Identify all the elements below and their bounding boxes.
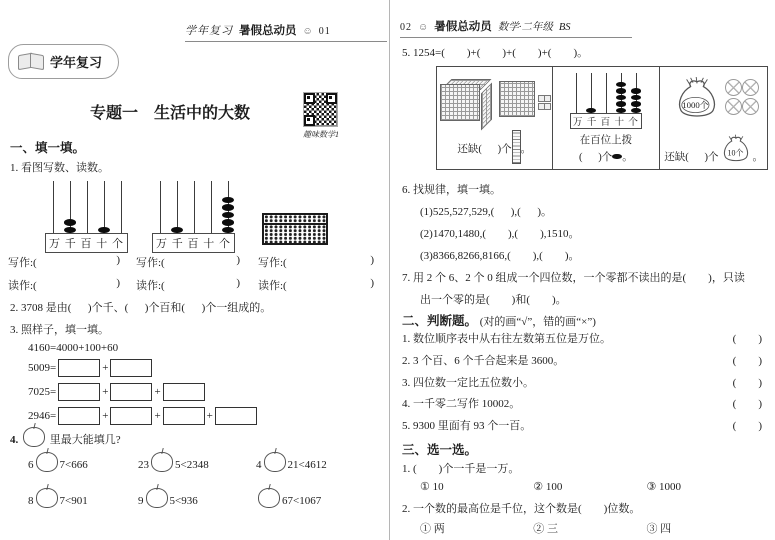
- abacus-rod: [219, 181, 236, 233]
- answer-blank[interactable]: ( ): [732, 376, 762, 389]
- bags-figure: [671, 73, 757, 121]
- abacus-rod: [61, 181, 78, 233]
- blocks-figure: [440, 73, 549, 121]
- q3-example: 4160=4000+100+60: [28, 342, 119, 354]
- equation-label: 5009=: [28, 362, 57, 374]
- q6-text: 6. 找规律，填一填。: [402, 184, 501, 196]
- panel2-caption-text: ( )个: [579, 152, 613, 163]
- inequality-item: [256, 452, 327, 472]
- apple-blank[interactable]: [36, 488, 58, 508]
- page-number: 02: [400, 22, 412, 33]
- inequality-item: [28, 488, 138, 508]
- fill-box[interactable]: [215, 407, 257, 425]
- judge-list: [402, 330, 762, 439]
- judge-text: 5. 9300 里面有 93 个一百。: [402, 420, 532, 433]
- mascot-face-icon: ☺: [302, 26, 313, 37]
- q5-panel-box: [436, 66, 768, 170]
- plus-sign: +: [102, 386, 109, 398]
- abacus-rod: [95, 181, 112, 233]
- abacus-rod: [44, 181, 61, 233]
- write-row: [8, 254, 382, 270]
- judge-item: [402, 417, 762, 439]
- inequality-item: [256, 488, 321, 508]
- abacus-1054: [568, 73, 643, 129]
- fill-box[interactable]: [163, 407, 205, 425]
- abacus-rod: [185, 181, 202, 233]
- abacus-rod: [202, 181, 219, 233]
- inequality-post: 5<2348: [175, 459, 209, 471]
- page-number: 01: [318, 26, 331, 37]
- page-title: 专题一 生活中的大数: [89, 105, 250, 122]
- header-brand: 暑假总动员: [239, 25, 297, 37]
- header-edition: BS: [558, 22, 571, 33]
- fill-box[interactable]: [58, 383, 100, 401]
- equation-label: 2946=: [28, 410, 57, 422]
- close-paren: ): [370, 254, 374, 266]
- abacus-rod: [112, 181, 129, 233]
- close-paren: ): [116, 277, 120, 289]
- judge-text: 3. 四位数一定比五位数小。: [402, 376, 534, 389]
- abacus-rod: [613, 73, 628, 113]
- q6-item-2: (2)1470,1480,( ),( ),1510。: [420, 228, 580, 240]
- q2-text: 2. 3708 是由( )个千、( )个百和( )个一组成的。: [10, 302, 272, 314]
- header-brand: 暑假总动员: [434, 21, 492, 33]
- inequality-item: [138, 452, 256, 472]
- period: 。: [622, 152, 633, 163]
- apple-blank[interactable]: [146, 488, 168, 508]
- write-label: 写作:(: [8, 257, 37, 269]
- bag-10-icon: [719, 132, 753, 164]
- fill-box[interactable]: [58, 359, 100, 377]
- panel2-caption-line2: [579, 149, 633, 164]
- q4-text-line: [10, 427, 121, 447]
- answer-blank[interactable]: ( ): [732, 333, 762, 345]
- option-1[interactable]: ① 两: [420, 523, 445, 535]
- section-1-heading: 一、填一填。: [10, 141, 86, 155]
- inequality-post: 21<4612: [287, 459, 327, 471]
- plus-sign: +: [102, 410, 109, 422]
- place-value-labels: 万 千 百 十 个: [45, 233, 128, 253]
- panel3-caption: [664, 132, 763, 164]
- read-label: 读作:(: [258, 280, 287, 292]
- choice-2-options: [420, 520, 760, 540]
- inequality-post: 67<1067: [282, 495, 322, 507]
- close-paren: ): [370, 277, 374, 289]
- right-page: [389, 0, 775, 540]
- apple-blank[interactable]: [36, 452, 58, 472]
- abacus-rod: [151, 181, 168, 233]
- panel1-caption: [457, 130, 531, 164]
- mascot-face-icon: ☺: [418, 22, 429, 33]
- q6-item-1: (1)525,527,529,( ),( )。: [420, 206, 552, 218]
- abacus-rods: [568, 73, 643, 113]
- panel3-caption-text: 还缺( )个: [664, 152, 719, 163]
- bag-1000-icon: [671, 73, 723, 121]
- q6-item-3: (3)8366,8266,8166,( ),( )。: [420, 250, 580, 262]
- abacus-2010: [44, 181, 129, 253]
- plus-sign: +: [154, 386, 161, 398]
- left-page-header: [185, 22, 387, 42]
- bag-1000-label: 1000个: [681, 100, 709, 111]
- inequality-pre: 9: [138, 495, 144, 507]
- judge-item: [402, 374, 762, 396]
- q3-row-2946: [28, 407, 257, 425]
- ten-rod-icon: [512, 130, 521, 164]
- judge-text: 2. 3 个百、6 个千合起来是 3600。: [402, 354, 565, 367]
- apple-blank[interactable]: [258, 488, 280, 508]
- plus-sign: +: [206, 410, 213, 422]
- judge-text: 4. 一千零二写作 10002。: [402, 398, 521, 411]
- choice-1-text: 1. ( )个一千是一万。: [402, 463, 520, 475]
- inequality-post: 5<936: [169, 495, 198, 507]
- judge-item: [402, 352, 762, 374]
- section-2-heading-line: [402, 311, 596, 329]
- q4-number: 4.: [10, 434, 19, 446]
- abacus-rod: [568, 73, 583, 113]
- abacus-rod: [168, 181, 185, 233]
- section-2-note: (对的画“√”，错的画“×”): [479, 316, 596, 328]
- read-label: 读作:(: [136, 280, 165, 292]
- q7-line2: 出一个零的是( )和( )。: [420, 294, 567, 306]
- option-3[interactable]: ③ 1000: [646, 481, 682, 493]
- q4-text: 里最大能填几?: [49, 434, 121, 446]
- q4-row-1: [28, 452, 378, 472]
- fill-box[interactable]: [110, 383, 152, 401]
- q5-text: 5. 1254=( )+( )+( )+( )。: [402, 47, 589, 59]
- period: 。: [520, 144, 532, 155]
- header-subject: 数学·二年级: [497, 22, 553, 33]
- equation-label: 7025=: [28, 386, 57, 398]
- fill-box[interactable]: [110, 407, 152, 425]
- fill-box[interactable]: [110, 359, 152, 377]
- plus-sign: +: [154, 410, 161, 422]
- abacus-rod: [78, 181, 95, 233]
- read-label: 读作:(: [8, 280, 37, 292]
- apple-icon: [23, 427, 45, 447]
- balls-icon: [725, 79, 757, 115]
- option-2[interactable]: ② 三: [533, 523, 558, 535]
- abacus-rod: [628, 73, 643, 113]
- write-label: 写作:(: [258, 257, 287, 269]
- inequality-post: 7<666: [59, 459, 88, 471]
- inequality-item: [138, 488, 256, 508]
- qr-block: [303, 92, 339, 140]
- option-2[interactable]: ② 100: [533, 481, 563, 493]
- abacus-rods: [151, 181, 236, 233]
- hundred-flat-icon: [499, 81, 535, 117]
- panel-abacus: [553, 67, 661, 169]
- thousand-cube-icon: [440, 73, 496, 121]
- panel2-caption-line1: 在百位上拨: [579, 134, 633, 146]
- place-value-labels: 万 千 百 十 个: [152, 233, 235, 253]
- panel-money-bags: [660, 67, 767, 169]
- fill-box[interactable]: [58, 407, 100, 425]
- inequality-post: 7<901: [59, 495, 88, 507]
- inequality-pre: 23: [138, 459, 149, 471]
- inequality-pre: 4: [256, 459, 262, 471]
- q3-text: 3. 照样子，填一填。: [10, 324, 109, 336]
- inequality-pre: 6: [28, 459, 34, 471]
- q3-row-7025: [28, 383, 205, 401]
- bag-10-label: 10个: [727, 148, 743, 158]
- qr-caption: 趣味数学1: [303, 130, 339, 139]
- judge-item: [402, 395, 762, 417]
- close-paren: ): [116, 254, 120, 266]
- answer-blank[interactable]: ( ): [732, 398, 762, 411]
- header-script-label: 学年复习: [185, 25, 233, 37]
- abacus-rods: [44, 181, 129, 233]
- option-3[interactable]: ③ 四: [646, 523, 672, 535]
- write-label: 写作:(: [136, 257, 165, 269]
- q1-figures: [10, 181, 380, 253]
- apple-blank[interactable]: [151, 452, 173, 472]
- q3-row-5009: [28, 359, 152, 377]
- qr-code: [303, 92, 338, 127]
- abacus-rod: [583, 73, 598, 113]
- badge-label: 学年复习: [50, 55, 103, 70]
- abacus-1005: [151, 181, 236, 253]
- judge-text: 1. 数位顺序表中从右往左数第五位是万位。: [402, 333, 611, 345]
- choice-2-text: 2. 一个数的最高位是千位，这个数是( )位数。: [402, 503, 641, 515]
- unit-cubes-icon: [538, 95, 549, 110]
- choice-1-options: [420, 480, 760, 500]
- inequality-pre: 8: [28, 495, 34, 507]
- chapter-badge: [8, 44, 119, 79]
- bead-icon: [612, 154, 622, 160]
- plus-sign: +: [102, 362, 109, 374]
- close-paren: ): [236, 277, 240, 289]
- judge-item: [402, 330, 762, 352]
- panel1-caption-text: 还缺( )个: [457, 144, 512, 155]
- inequality-item: [28, 452, 138, 472]
- right-page-header: [400, 18, 632, 38]
- answer-blank[interactable]: ( ): [732, 420, 762, 433]
- abacus-rod: [598, 73, 613, 113]
- fill-box[interactable]: [163, 383, 205, 401]
- close-paren: ): [236, 254, 240, 266]
- answer-blank[interactable]: ( ): [732, 354, 762, 367]
- q4-row-2: [28, 488, 378, 508]
- suanpan-abacus-image: [262, 213, 328, 245]
- section-2-heading: 二、判断题。: [402, 314, 478, 328]
- section-3-heading: 三、选一选。: [402, 443, 478, 457]
- open-book-icon: [18, 54, 44, 70]
- q7-line1: 7. 用 2 个 6、2 个 0 组成一个四位数，一个零都不读出的是( )，只读: [402, 272, 745, 284]
- period: 。: [752, 152, 763, 163]
- place-value-labels: 万 千 百 十 个: [570, 113, 642, 129]
- option-1[interactable]: ① 10: [420, 481, 444, 493]
- panel-base-ten-blocks: [437, 67, 553, 169]
- q1-text: 1. 看图写数、读数。: [10, 162, 109, 174]
- read-row: [8, 277, 382, 293]
- apple-blank[interactable]: [264, 452, 286, 472]
